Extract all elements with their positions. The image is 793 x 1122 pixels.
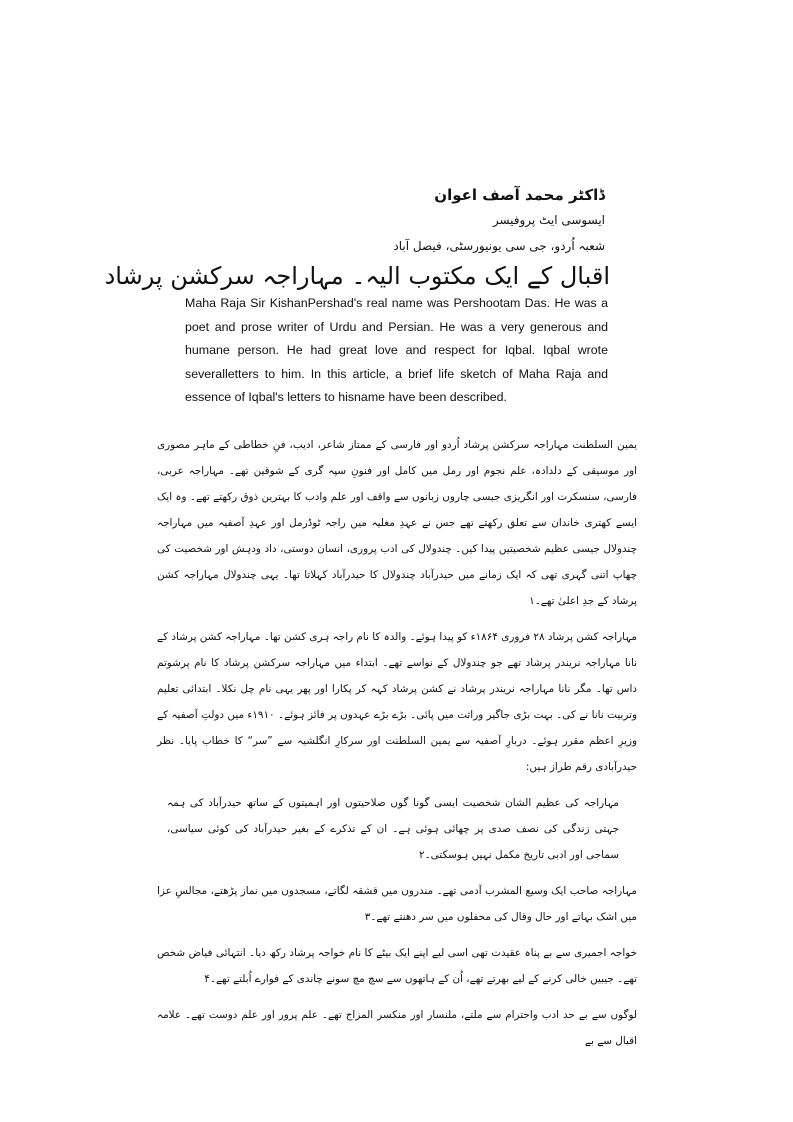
author-designation: ایسوسی ایٹ پروفیسر <box>492 213 605 227</box>
author-department: شعبہ اُردو، جی سی یونیورسٹی، فیصل آباد <box>393 239 605 253</box>
article-title: اقبال کے ایک مکتوب الیہ۔ مہاراجہ سرکشن پرشاد <box>104 262 610 290</box>
author-name: ڈاکٹر محمد آصف اعوان <box>434 186 605 204</box>
article-body <box>157 432 637 1054</box>
body-paragraph: مہاراجہ صاحب ایک وسیع المشرب آدمی تھے۔ مندروں میں قشقہ لگاتے، مسجدوں میں نماز پڑھتے، مجالسِ عزا میں اشک بہاتے اور حال وقال کی محفلوں میں سر دھنتے تھے۔۳ <box>157 885 637 923</box>
english-abstract: Maha Raja Sir KishanPershad's real name was Pershootam Das. He was a poet and prose writer of Urdu and Persian. He was a very generous and humane person. He had great love and respect for Iqbal. Iqbal wrote severalletters to him. In this article, a brief life sketch of Maha Raja and essence of Iqbal's letters to hisname have been described. <box>185 296 608 405</box>
body-paragraph: خواجہ اجمیری سے بے پناہ عقیدت تھی اسی لیے اپنے ایک بیٹے کا نام خواجہ پرشاد رکھ دیا۔ انتہائی فیاض شخص تھے۔ جیبیں خالی کرنے کے لیے بھرتے تھے، اُن کے ہاتھوں سے سچ مچ سونے چاندی کے فوارے اُبلتے تھے۔۴ <box>157 947 637 985</box>
block-quote: مہاراجہ کی عظیم الشان شخصیت ایسی گونا گوں صلاحیتوں اور اہمیتوں کے ساتھ حیدرآباد کی ہمہ جہتی زندگی کی نصف صدی پر چھائی ہوئی ہے۔ ان کے تذکرے کے بغیر حیدرآباد کی کوئی سیاسی، سماجی اور ادبی تاریخ مکمل نہیں ہوسکتی۔۲ <box>167 797 619 861</box>
body-paragraph: یمین السلطنت مہاراجہ سرکشن پرشاد اُردو اور فارسی کے ممتاز شاعر، ادیب، فنِ خطاطی کے ماہر مصوری اور موسیقی کے دلدادہ، علم نجوم اور رمل میں کامل اور فنونِ سپہ گری کے شوقین تھے۔ مہاراجہ عربی، فارسی، سنسکرت اور انگریزی جیسی چاروں زبانوں سے واقف اور علم وادب کا بہترین ذوق رکھتے تھے۔ وہ ایک ایسے کھتری خاندان سے تعلق رکھتے تھے جس نے عہدِ مغلیہ میں راجہ ٹوڈرمل اور عہدِ آصفیہ میں مہاراجہ چندولال جیسی عظیم شخصیتیں پیدا کیں۔ چندولال کی ادب پروری، انسان دوستی، داد ودہش اور شخصیت کی چھاپ اتنی گہری تھی کہ ایک زمانے میں حیدرآباد چندولال کا حیدرآباد کہلاتا تھا۔ یہی چندولال مہاراجہ کشن پرشاد کے جدِ اعلیٰ تھے۔۱ <box>157 439 637 607</box>
body-paragraph: مہاراجہ کشن پرشاد ۲۸ فروری ۱۸۶۴ء کو پیدا ہوئے۔ والدہ کا نام راجہ ہری کشن تھا۔ مہاراجہ کشن پرشاد کے نانا مہاراجہ نریندر پرشاد تھے جو چندولال کے نواسے تھے۔ ابتداء میں مہاراجہ سرکشن پرشاد کا نام پرشوتم داس تھا۔ مگر نانا مہاراجہ نریندر پرشاد نے کشن پرشاد کہہ کر پکارا اور پھر یہی نام چل نکلا۔ ابتدائی تعلیم وتربیت نانا نے کی۔ بہت بڑی جاگیر وراثت میں پائی۔ بڑے بڑے عہدوں پر فائز ہوئے۔ ۱۹۱۰ء میں دولتِ آصفیہ کے وزیرِ اعظم مقرر ہوئے۔ دربارِ آصفیہ سے یمین السلطنت اور سرکارِ انگلشیہ سے ”سر“ کا خطاب پایا۔ نظر حیدرآبادی رقم طراز ہیں: <box>157 631 637 773</box>
body-paragraph: لوگوں سے بے حد ادب واحترام سے ملتے، ملنسار اور منکسر المزاج تھے۔ علم پرور اور علم دوست تھے۔ علامہ اقبال سے بے <box>157 1009 637 1047</box>
